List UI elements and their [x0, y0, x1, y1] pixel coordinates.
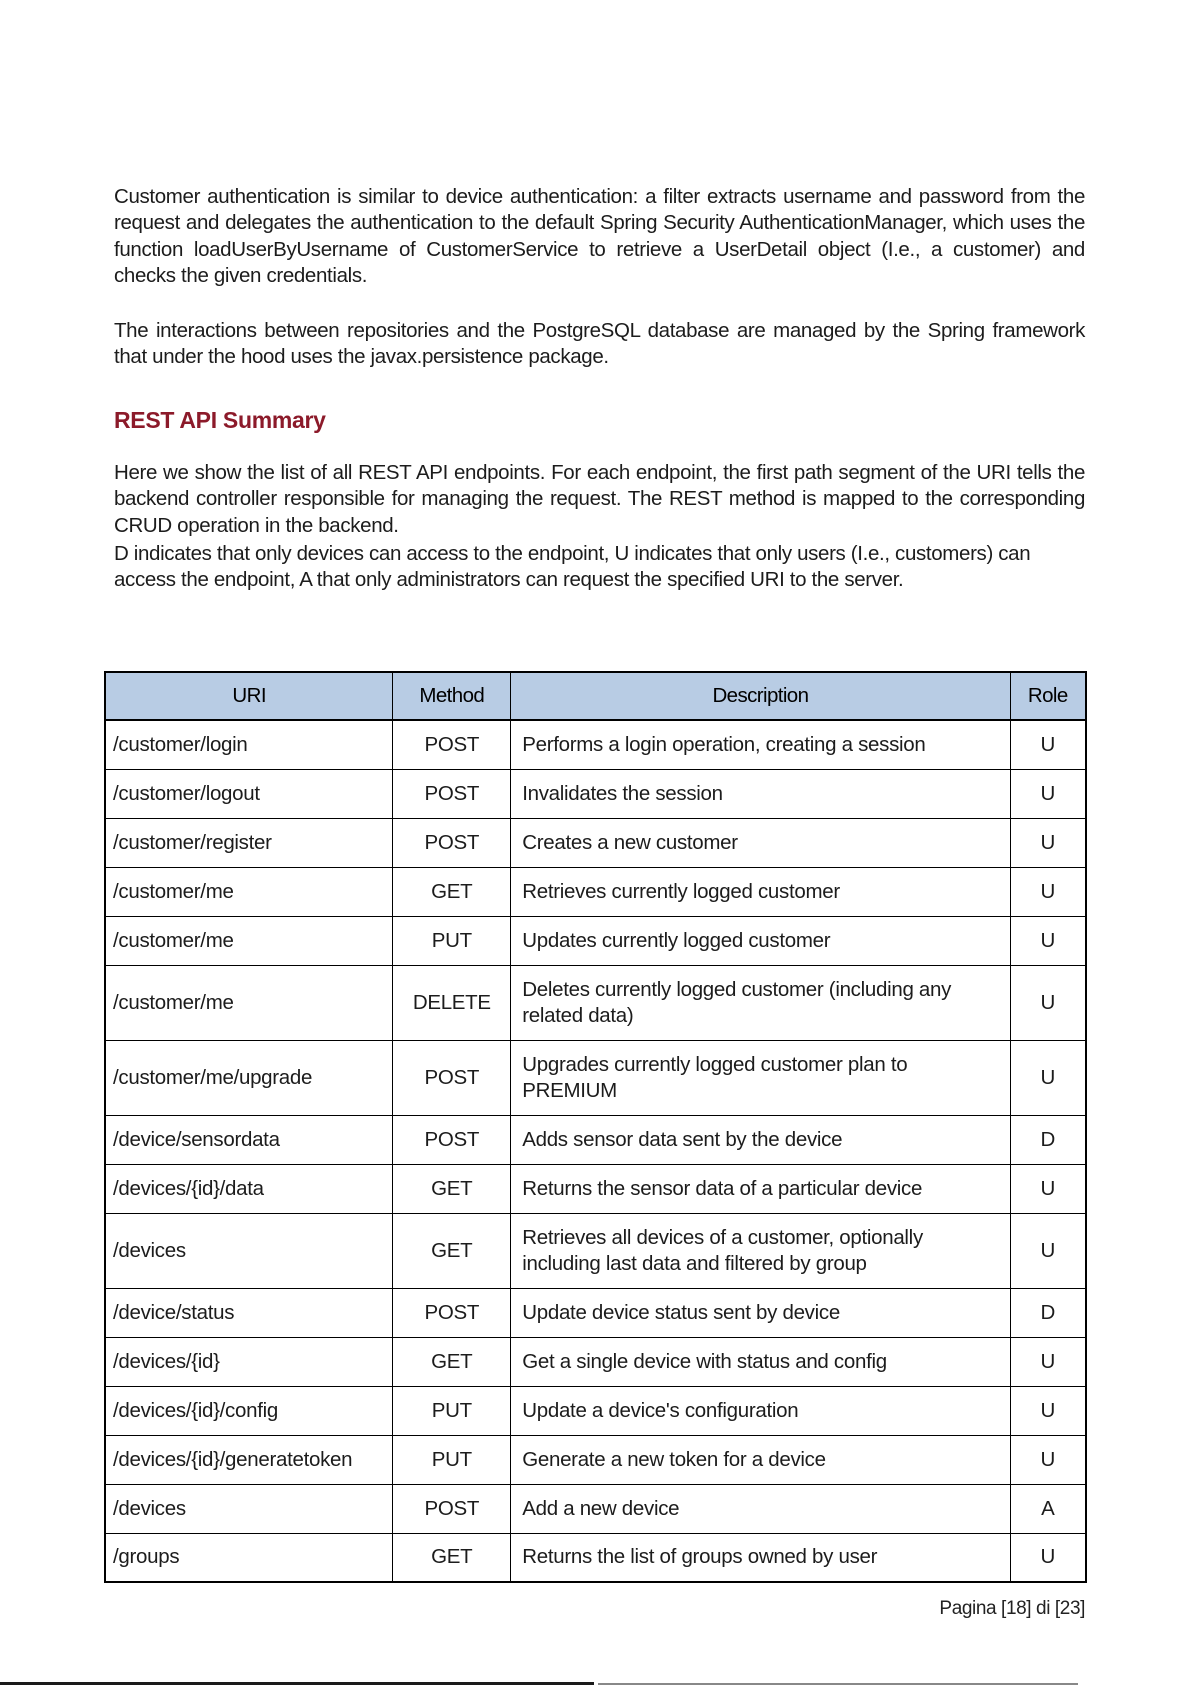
cell-uri: /customer/me	[105, 916, 393, 965]
cell-method: POST	[393, 1288, 511, 1337]
table-row	[105, 1213, 1086, 1288]
cell-role: U	[1010, 1040, 1086, 1115]
cell-description: Upgrades currently logged customer plan to PREMIUM	[511, 1040, 1010, 1115]
cell-role: U	[1010, 1213, 1086, 1288]
cell-role: U	[1010, 818, 1086, 867]
cell-method: DELETE	[393, 965, 511, 1040]
cell-uri: /customer/login	[105, 720, 393, 769]
cell-description: Updates currently logged customer	[511, 916, 1010, 965]
column-header-description: Description	[511, 672, 1010, 720]
cell-method: POST	[393, 720, 511, 769]
cell-role: U	[1010, 1533, 1086, 1582]
table-row	[105, 965, 1086, 1040]
cell-description: Creates a new customer	[511, 818, 1010, 867]
cell-description: Get a single device with status and config	[511, 1337, 1010, 1386]
cell-uri: /customer/register	[105, 818, 393, 867]
cell-method: PUT	[393, 1435, 511, 1484]
table-row	[105, 1288, 1086, 1337]
cell-description: Deletes currently logged customer (including any related data)	[511, 965, 1010, 1040]
table-row	[105, 1386, 1086, 1435]
table-row	[105, 1337, 1086, 1386]
cell-description: Update device status sent by device	[511, 1288, 1010, 1337]
cell-uri: /customer/me	[105, 965, 393, 1040]
table-row	[105, 1115, 1086, 1164]
cell-method: PUT	[393, 1386, 511, 1435]
cell-uri: /customer/me/upgrade	[105, 1040, 393, 1115]
table-row	[105, 818, 1086, 867]
page-number: Pagina [18] di [23]	[939, 1598, 1085, 1619]
cell-method: POST	[393, 1115, 511, 1164]
cell-role: U	[1010, 1164, 1086, 1213]
cell-method: GET	[393, 1337, 511, 1386]
table-row	[105, 1533, 1086, 1582]
cell-role: U	[1010, 867, 1086, 916]
cell-uri: /devices	[105, 1213, 393, 1288]
cell-role: A	[1010, 1484, 1086, 1533]
cell-description: Add a new device	[511, 1484, 1010, 1533]
cell-role: D	[1010, 1115, 1086, 1164]
cell-uri: /devices/{id}	[105, 1337, 393, 1386]
paragraph-roles-legend: D indicates that only devices can access to the endpoint, U indicates that only users (I.e., customers) can access the endpoint, A that only administrators can request the specified URI to the server.	[114, 541, 1031, 592]
paragraph-endpoints-intro-text: Here we show the list of all REST API endpoints. For each endpoint, the first path segment of the URI tells the backend controller responsible for managing the request. The REST method is mapped to the corresponding CRUD operation in the backend.	[114, 461, 1085, 537]
cell-uri: /groups	[105, 1533, 393, 1582]
cell-uri: /devices/{id}/data	[105, 1164, 393, 1213]
cell-role: U	[1010, 965, 1086, 1040]
cell-description: Retrieves all devices of a customer, optionally including last data and filtered by group	[511, 1213, 1010, 1288]
table-row	[105, 1435, 1086, 1484]
cell-method: GET	[393, 1533, 511, 1582]
paragraph-customer-authentication: Customer authentication is similar to device authentication: a filter extracts username and password from the request and delegates the authentication to the default Spring Security AuthenticationManager, which uses the function loadUserByUsername of CustomerService to retrieve a UserDetail object (I.e., a customer) and checks the given credentials.	[114, 185, 1085, 287]
table-row	[105, 720, 1086, 769]
cell-description: Invalidates the session	[511, 769, 1010, 818]
table-row	[105, 1484, 1086, 1533]
cell-method: POST	[393, 818, 511, 867]
cell-method: POST	[393, 1484, 511, 1533]
cell-method: POST	[393, 1040, 511, 1115]
column-header-uri: URI	[105, 672, 393, 720]
cell-description: Performs a login operation, creating a session	[511, 720, 1010, 769]
cell-description: Retrieves currently logged customer	[511, 867, 1010, 916]
cell-uri: /devices/{id}/generatetoken	[105, 1435, 393, 1484]
table-header-row	[105, 672, 1086, 720]
paragraph-endpoints-intro	[114, 460, 1085, 593]
table-row	[105, 867, 1086, 916]
cell-method: POST	[393, 769, 511, 818]
cell-role: U	[1010, 1386, 1086, 1435]
cell-uri: /customer/logout	[105, 769, 393, 818]
rest-api-table	[104, 671, 1087, 1583]
cell-uri: /devices	[105, 1484, 393, 1533]
cell-role: U	[1010, 1337, 1086, 1386]
cell-method: GET	[393, 1213, 511, 1288]
cell-role: U	[1010, 769, 1086, 818]
cell-role: U	[1010, 720, 1086, 769]
cell-uri: /device/status	[105, 1288, 393, 1337]
cell-method: GET	[393, 1164, 511, 1213]
cell-description: Returns the sensor data of a particular device	[511, 1164, 1010, 1213]
section-heading: REST API Summary	[114, 407, 326, 433]
cell-uri: /customer/me	[105, 867, 393, 916]
cell-uri: /device/sensordata	[105, 1115, 393, 1164]
cell-role: D	[1010, 1288, 1086, 1337]
table-row	[105, 1164, 1086, 1213]
cell-uri: /devices/{id}/config	[105, 1386, 393, 1435]
table-row	[105, 916, 1086, 965]
cell-description: Adds sensor data sent by the device	[511, 1115, 1010, 1164]
paragraph-repositories: The interactions between repositories and the PostgreSQL database are managed by the Spring framework that under the hood uses the javax.persistence package.	[114, 319, 1085, 369]
cell-description: Returns the list of groups owned by user	[511, 1533, 1010, 1582]
cell-role: U	[1010, 1435, 1086, 1484]
table-row	[105, 1040, 1086, 1115]
cell-method: PUT	[393, 916, 511, 965]
cell-description: Generate a new token for a device	[511, 1435, 1010, 1484]
column-header-role: Role	[1010, 672, 1086, 720]
column-header-method: Method	[393, 672, 511, 720]
cell-role: U	[1010, 916, 1086, 965]
table-row	[105, 769, 1086, 818]
cell-description: Update a device's configuration	[511, 1386, 1010, 1435]
cell-method: GET	[393, 867, 511, 916]
